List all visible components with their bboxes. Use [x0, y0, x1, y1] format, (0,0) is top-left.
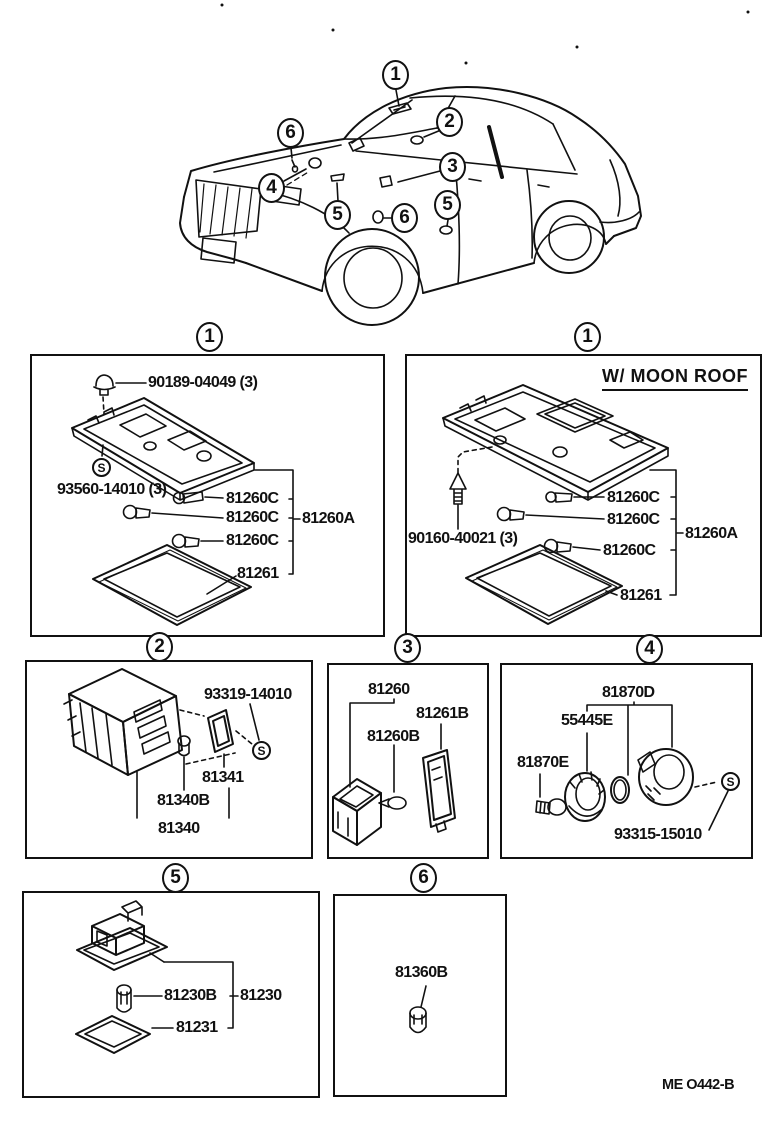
- part-label-bulb: 81260C: [226, 509, 279, 526]
- front-wheel: [325, 229, 419, 325]
- car-rear-wheel-arch: [534, 224, 606, 263]
- front-wheel-hub: [344, 248, 402, 308]
- car-rear-bumper-line: [600, 212, 639, 223]
- part-label-bulb: 81230B: [164, 987, 217, 1004]
- car-trunk-line: [610, 160, 620, 216]
- car-b-pillar: [489, 127, 502, 177]
- callout6a-leader: [291, 148, 292, 158]
- car-c-pillar: [553, 124, 575, 170]
- car-underbody-front: [246, 263, 322, 291]
- car-grille: [196, 180, 261, 237]
- part-label-lamp-assy: 81260A: [685, 525, 738, 542]
- section6-callout-marker: 6: [410, 863, 437, 893]
- car-door-handle-front: [469, 179, 481, 181]
- figure-code: ME O442-B: [662, 1077, 735, 1093]
- part-label-lens: 55445E: [561, 712, 613, 729]
- scan-speckles: [221, 4, 750, 65]
- car-cowl-line: [344, 128, 437, 139]
- part-label-lamp-assy: 81260A: [302, 510, 355, 527]
- car-mirror: [349, 138, 364, 151]
- callout5b-part-icon: [440, 226, 452, 234]
- part-label-lamp-assy: 81340: [158, 820, 200, 837]
- part-label-screw: 93319-14010: [204, 686, 292, 703]
- section1-moonroof-callout-marker: 1: [574, 322, 601, 352]
- part-label-lamp-assy: 81260: [368, 681, 410, 698]
- section3-callout-marker: 3: [394, 633, 421, 663]
- callout2-part-icon: [411, 136, 423, 144]
- part-label-lens: 81261: [237, 565, 279, 582]
- part-label-bulb: 81340B: [157, 792, 210, 809]
- car-beltline: [356, 151, 577, 174]
- callout3-part-icon: [380, 176, 392, 187]
- roof-lamp-icon: [389, 103, 411, 114]
- part-label-bulb: 81260C: [607, 489, 660, 506]
- rear-wheel-hub: [549, 216, 591, 260]
- part-label-bulb: 81260C: [603, 542, 656, 559]
- part-label-lens: 81341: [202, 769, 244, 786]
- car-front-wheel-arch: [322, 246, 423, 293]
- car-grille-hatch: [200, 184, 252, 238]
- rear-wheel: [534, 201, 604, 273]
- car-callout-5a-marker: 5: [324, 200, 351, 230]
- s-symbol-icon: S: [252, 741, 271, 760]
- callout1-leader: [396, 90, 399, 106]
- car-callout-4-marker: 4: [258, 173, 285, 203]
- part-label-lamp-assy: 81870D: [602, 684, 655, 701]
- part-label-bulb: 81260C: [226, 490, 279, 507]
- car-hood-crease: [214, 145, 341, 172]
- car-callout-6b-marker: 6: [391, 203, 418, 233]
- part-label-bulb: 81260B: [367, 728, 420, 745]
- part-label-lens: 81231: [176, 1019, 218, 1036]
- car-roof-drip-line: [410, 96, 553, 124]
- callout6b-part-icon: [373, 211, 383, 223]
- section5-callout-marker: 5: [162, 863, 189, 893]
- car-rear-door-cut: [527, 170, 532, 258]
- section2-callout-marker: 2: [146, 632, 173, 662]
- s-symbol-icon: S: [721, 772, 740, 791]
- car-callout-3-marker: 3: [439, 152, 466, 182]
- part-label-lens: 81261B: [416, 705, 469, 722]
- car-callout-5b-marker: 5: [434, 190, 461, 220]
- car-callout-2-marker: 2: [436, 107, 463, 137]
- callout3-leader: [398, 171, 440, 182]
- section4-callout-marker: 4: [636, 634, 663, 664]
- moon-roof-title: W/ MOON ROOF: [602, 366, 748, 391]
- part-label-bulb: 81360B: [395, 964, 448, 981]
- callout5a-part-icon: [331, 174, 344, 181]
- callout5b-leader: [447, 220, 448, 226]
- part-label-bulb: 81260C: [226, 532, 279, 549]
- part-label-screw: 90189-04049 (3): [148, 374, 258, 391]
- part-label-screw: 90160-40021 (3): [408, 530, 518, 547]
- car-callout-6a-marker: 6: [277, 118, 304, 148]
- callout4-part-icon: [309, 158, 321, 168]
- part-label-lens: 81261: [620, 587, 662, 604]
- section1-moonroof-box: [405, 354, 762, 637]
- part-label-socket: 93560-14010 (3): [57, 481, 167, 498]
- callout5a-leader: [337, 183, 338, 201]
- car-sill: [423, 263, 534, 293]
- part-label-screw: 93315-15010: [614, 826, 702, 843]
- s-symbol-icon: S: [92, 458, 111, 477]
- part-label-bulb: 81260C: [607, 511, 660, 528]
- car-door-handle-rear: [538, 185, 549, 187]
- part-label-lamp-assy: 81230: [240, 987, 282, 1004]
- car-rear-lower: [606, 236, 614, 244]
- section1-callout-marker: 1: [196, 322, 223, 352]
- section6-box: [333, 894, 507, 1097]
- part-label-bulb: 81870E: [517, 754, 569, 771]
- car-callout-1-marker: 1: [382, 60, 409, 90]
